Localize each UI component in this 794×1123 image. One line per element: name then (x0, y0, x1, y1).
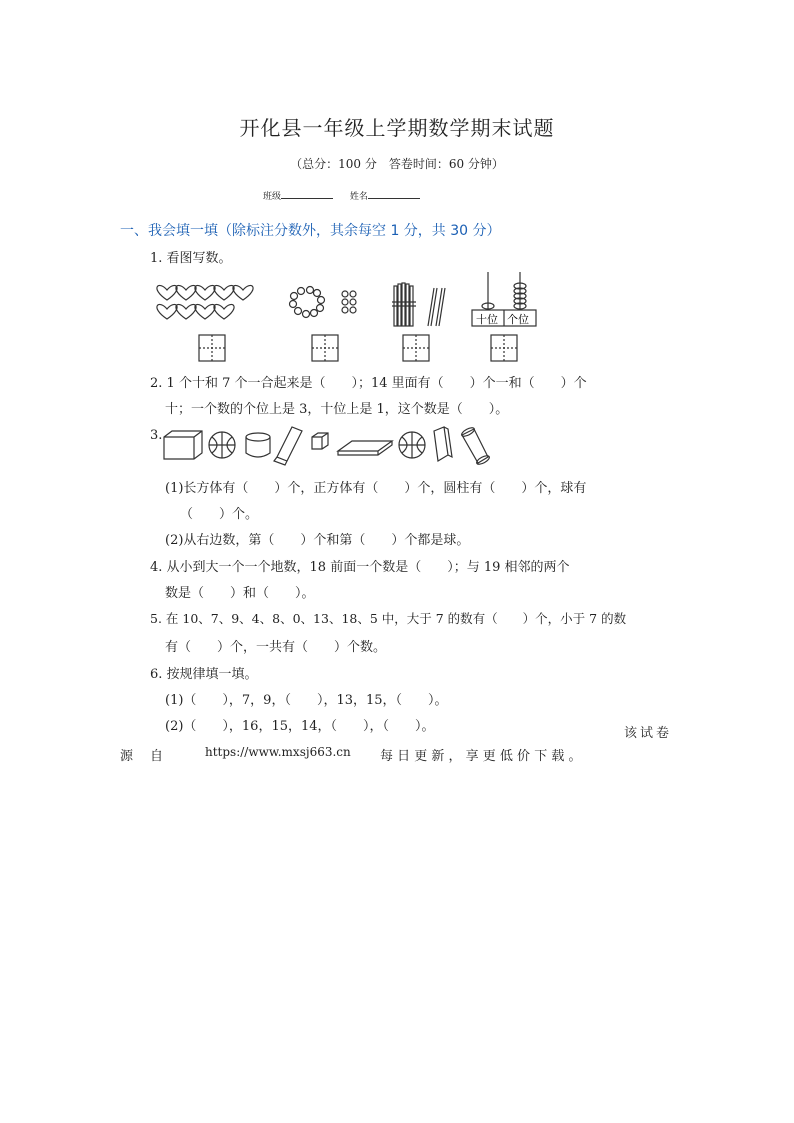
footer-part-2: 源 自 (120, 749, 166, 764)
cuboid-3 (338, 441, 392, 455)
abacus-ones-label: 个位 (507, 313, 529, 326)
name-blank (368, 190, 420, 199)
section-heading: 一、我会填一填（除标注分数外，其余每空 1 分，共 30 分） (120, 223, 501, 239)
exam-subtitle: （总分：100 分 答卷时间：60 分钟） (290, 157, 504, 171)
cylinder-1 (246, 433, 270, 441)
question-6-1: (1)（ ），7，9，（ ），13，15，（ ）。 (165, 693, 448, 708)
q1-pictures (150, 268, 550, 368)
question-2-line-1: 2. 1 个十和 7 个一合起来是（ ）；14 里面有（ ）个一和（ ）个 (150, 376, 587, 391)
question-3: 3. (150, 428, 163, 443)
question-6-2: (2)（ ），16，15，14，（ ），（ ）。 (165, 719, 435, 734)
question-5-line-2: 有（ ）个，一共有（ ）个数。 (165, 640, 387, 655)
hearts-group (157, 285, 253, 319)
circles-group (290, 287, 357, 318)
abacus-tens-label: 十位 (476, 313, 498, 326)
question-3-1-line-2: （ ）个。 (180, 507, 259, 522)
name-label: 姓名 (349, 192, 368, 202)
footer-url-link[interactable]: https://www.mxsj663.cn (205, 745, 351, 759)
cylinder-2 (462, 429, 488, 463)
cube-1 (312, 433, 328, 449)
sticks-group (392, 283, 445, 326)
question-3-2: (2)从右边数，第（ ）个和第（ ）个都是球。 (165, 533, 470, 548)
student-info-row (263, 189, 434, 202)
class-label: 班级 (263, 192, 282, 202)
footer-part-3: 每 日 更 新 ， 享 更 低 价 下 载 。 (380, 749, 582, 764)
question-5-line-1: 5. 在 10、7、9、4、8、0、13、18、5 中，大于 7 的数有（ ）个，小于 7 的数 (150, 611, 627, 626)
cuboid-2 (274, 427, 302, 465)
answer-boxes[interactable] (199, 335, 517, 361)
exam-title: 开化县一年级上学期数学期末试题 (239, 116, 555, 140)
class-blank (281, 190, 333, 199)
question-4-line-1: 4. 从小到大一个一个地数，18 前面一个数是（ ）；与 19 相邻的两个 (150, 560, 570, 575)
question-1: 1. 看图写数。 (150, 251, 232, 266)
cuboid-1 (164, 431, 202, 459)
cuboid-4 (434, 427, 452, 461)
question-6: 6. 按规律填一填。 (150, 667, 258, 682)
question-3-1-line-1: (1)长方体有（ ）个，正方体有（ ）个，圆柱有（ ）个，球有 (165, 481, 587, 496)
question-4-line-2: 数是（ ）和（ ）。 (165, 586, 315, 601)
q3-solids (162, 423, 502, 467)
question-2-line-2: 十；一个数的个位上是 3，十位上是 1，这个数是（ ）。 (165, 402, 509, 417)
footer-part-1: 该试卷 (624, 726, 673, 741)
